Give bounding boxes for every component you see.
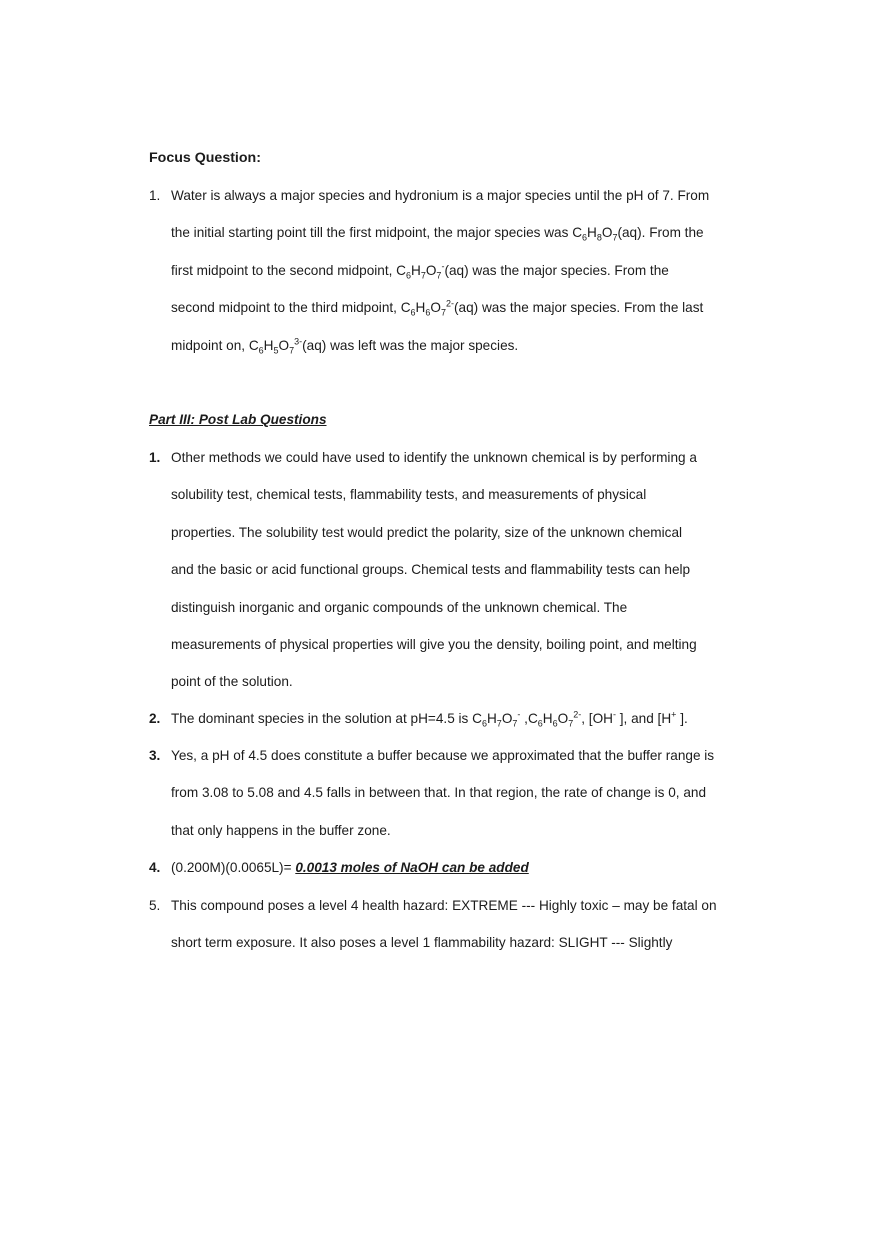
focus-answer-line-4: second midpoint to the third midpoint, $C_6H_6O_7^{2-}(aq)$ was the major species. From the last [171, 298, 704, 318]
focus-answer-line-2: the initial starting point till the first midpoint, the major species was $C_6H_8O_7(aq)$. From the [171, 225, 704, 244]
post-lab-answer-1-line-7: point of the solution. [171, 674, 293, 690]
post-lab-answer-1-line-6: measurements of physical properties will give you the density, boiling point, and melting [171, 637, 697, 652]
post-lab-answer-3-line-3: that only happens in the buffer zone. [171, 822, 391, 838]
focus-answer-line-5: midpoint on, $C_6H_5O_7^{3-}(aq)$ was left was the major species. [171, 336, 519, 356]
post-lab-answer-3-line-1: Yes, a pH of 4.5 does constitute a buffer because we approximated that the buffer range is [171, 748, 715, 763]
post-lab-answer-5-line-2: short term exposure. It also poses a level 1 flammability hazard: SLIGHT --- Slightly [171, 935, 673, 951]
question-number: 4. [149, 860, 161, 875]
focus-question-heading: Focus Question: [149, 150, 261, 166]
focus-item-number: 1. [149, 188, 161, 203]
focus-answer-line-3: first midpoint to the second midpoint, $C_6H_7O_7^-(aq)$ was the major species. From the [171, 261, 669, 281]
post-lab-answer-1-line-5: distinguish inorganic and organic compounds of the unknown chemical. The [171, 599, 628, 615]
post-lab-answer-1-line-1: Other methods we could have used to identify the unknown chemical is by performing a [171, 450, 697, 465]
post-lab-answer-2-line-1: The dominant species in the solution at pH=4.5 is $C_6H_7O_7^-$ $,C_6H_6O_7^{2-}$, [OH- ], and [H+ ]. [171, 709, 688, 729]
focus-answer-line-1: Water is always a major species and hydronium is a major species until the pH of 7. From [171, 188, 710, 203]
post-lab-answer-1-line-3: properties. The solubility test would predict the polarity, size of the unknown chemical [171, 524, 683, 540]
post-lab-answer-4-line-1: (0.200M)(0.0065L)= 0.0013 moles of NaOH can be added [171, 860, 529, 875]
question-number: 5. [149, 898, 161, 913]
post-lab-answer-5-line-1: This compound poses a level 4 health hazard: EXTREME --- Highly toxic – may be fatal on [171, 898, 717, 913]
post-lab-answer-1-line-2: solubility test, chemical tests, flammability tests, and measurements of physical [171, 487, 647, 503]
post-lab-answer-3-line-2: from 3.08 to 5.08 and 4.5 falls in between that. In that region, the rate of change is 0, and [171, 785, 707, 801]
post-lab-answer-1-line-4: and the basic or acid functional groups. Chemical tests and flammability tests can help [171, 562, 691, 578]
question-number: 2. [149, 711, 161, 726]
question-number: 3. [149, 748, 161, 763]
question-number: 1. [149, 450, 161, 465]
post-lab-heading: Part III: Post Lab Questions [149, 412, 327, 427]
